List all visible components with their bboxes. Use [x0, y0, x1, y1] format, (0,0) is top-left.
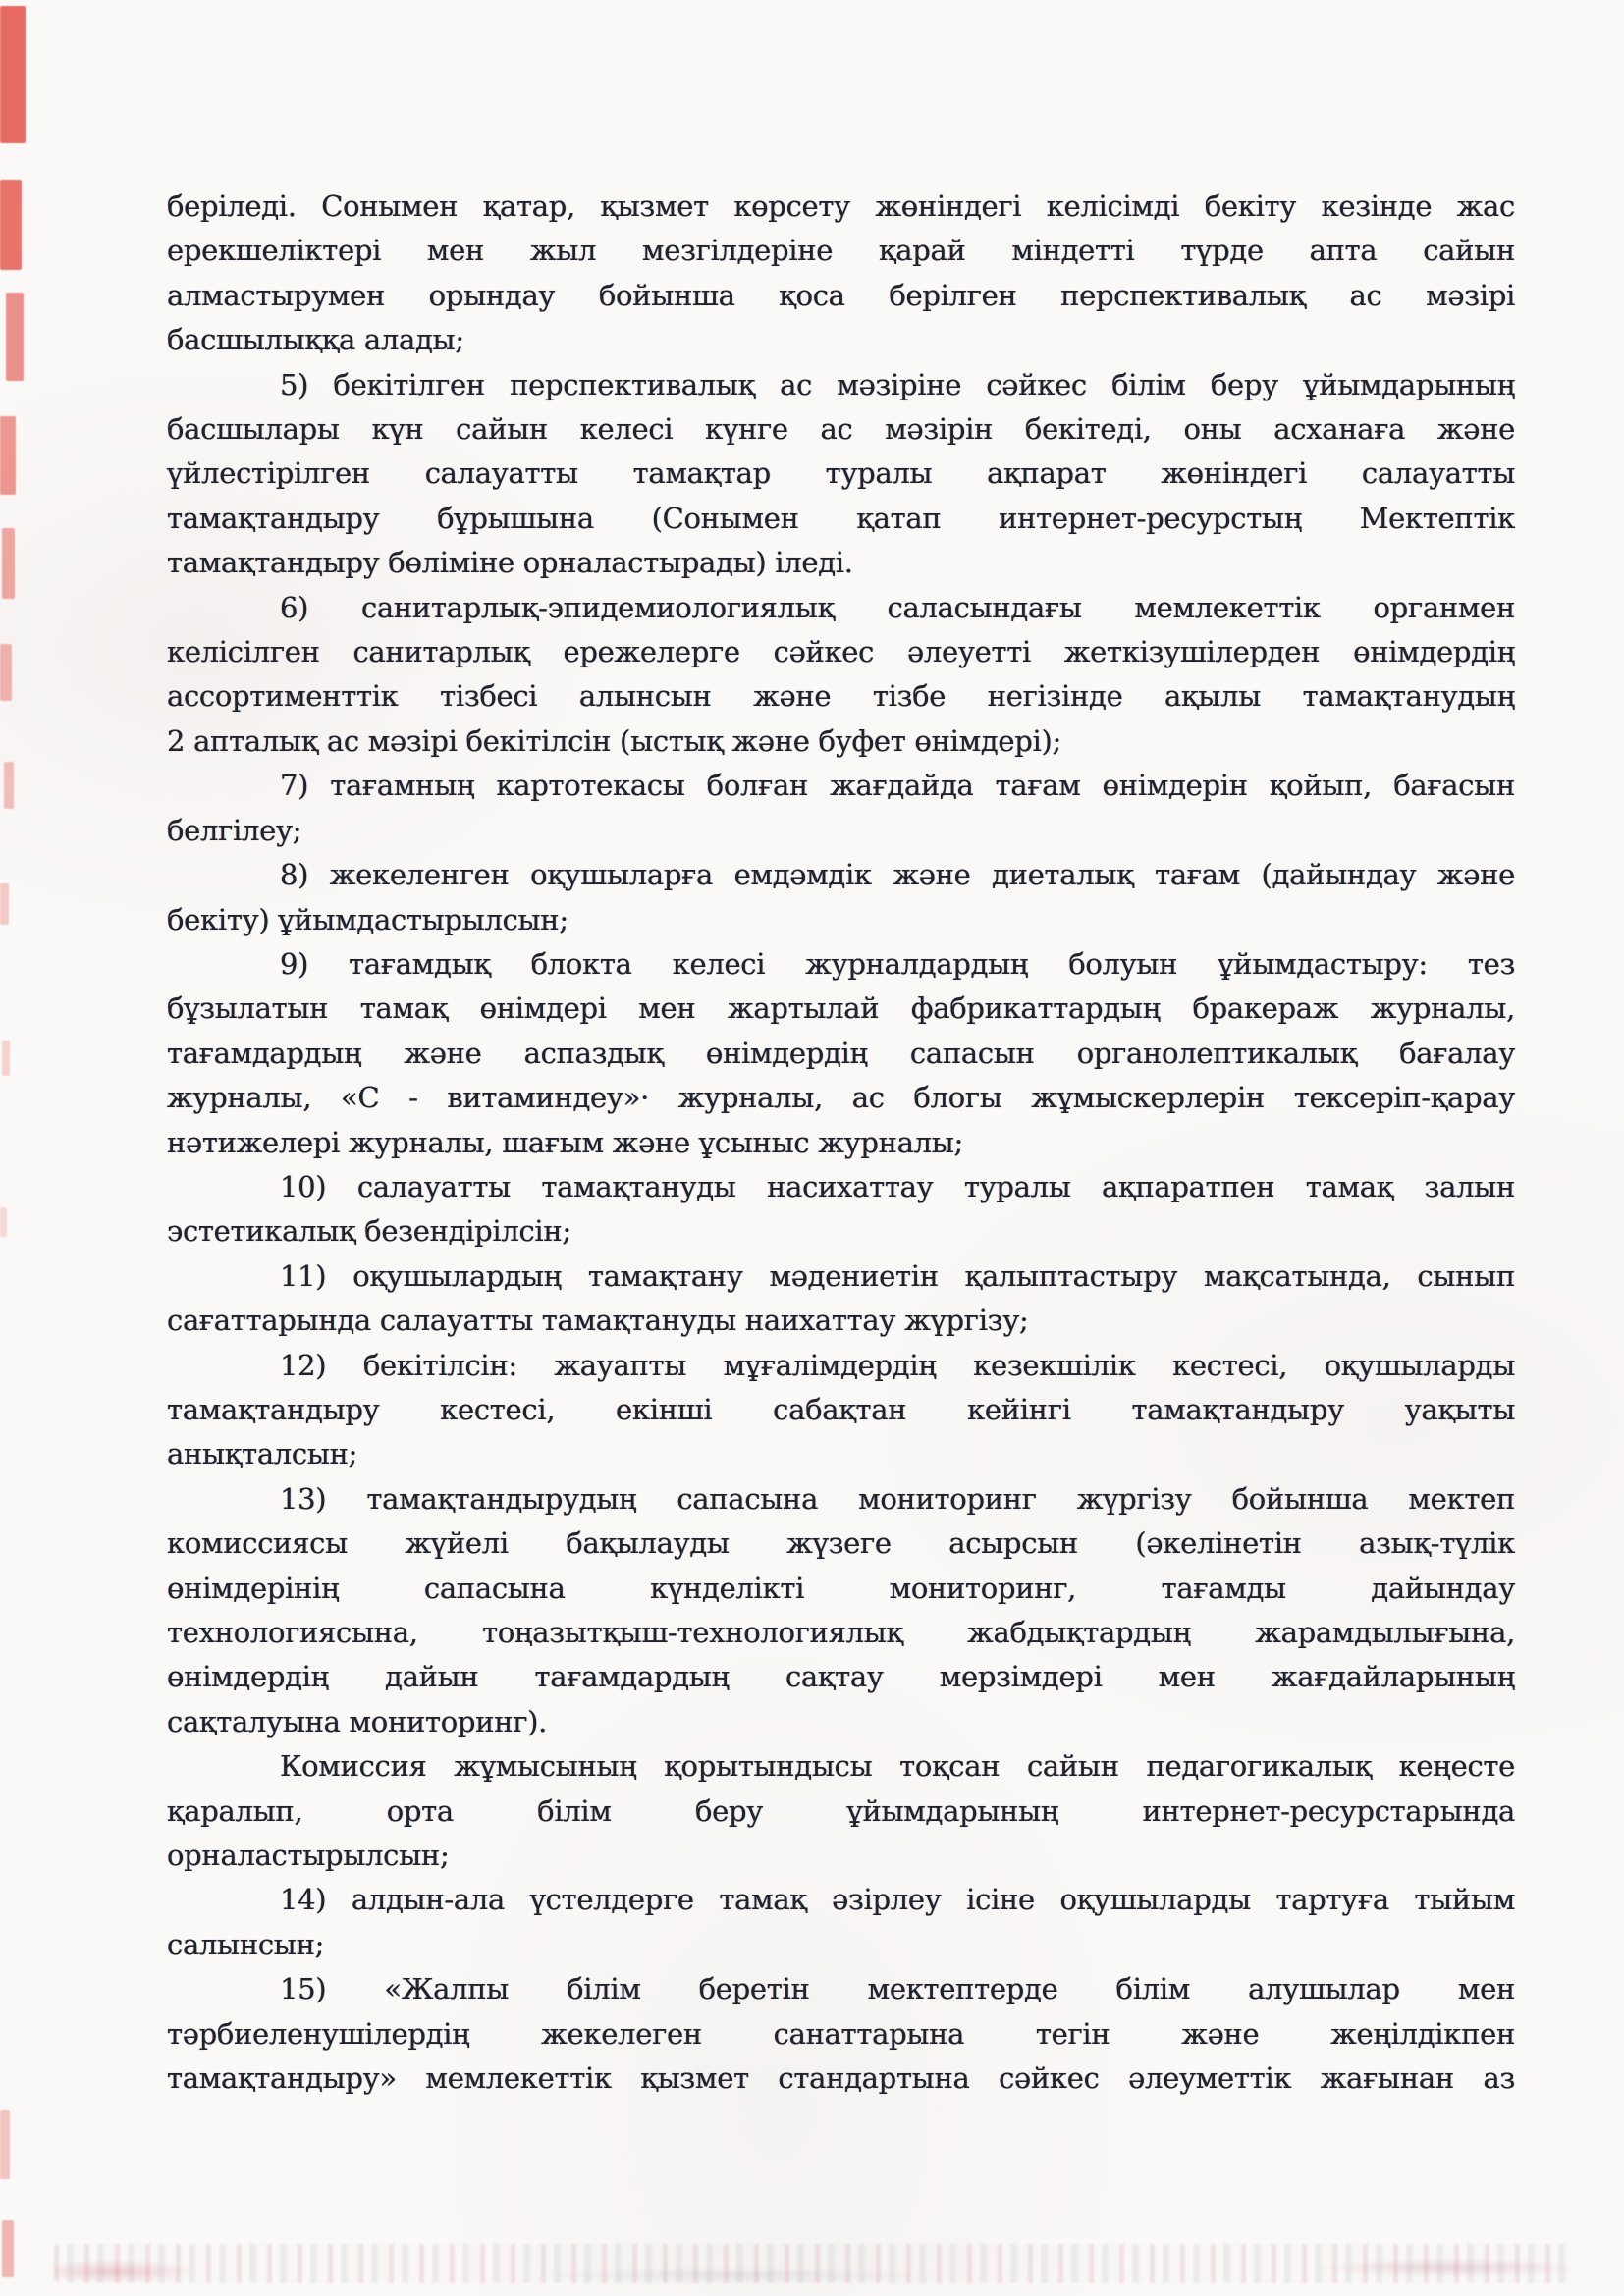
paragraph: [167, 185, 1515, 363]
text-line: 13) тамақтандырудың сапасына мониторинг жүргізу бойынша мектеп: [280, 1481, 1515, 1516]
text-line: 7) тағамның картотекасы болған жағдайда тағам өнімдерін қойып, бағасын: [280, 769, 1515, 803]
text-line: тамақтандыру» мемлекеттік қызмет стандартына сәйкес әлеуметтік жағынан аз: [167, 2061, 1515, 2096]
paragraph: [167, 1878, 1515, 1967]
red-scan-mark: [0, 416, 16, 495]
text-line: 14) алдын-ала үстелдерге тамақ әзірлеу ісіне оқушыларды тартуға тыйым: [280, 1883, 1515, 1917]
text-line: бекіту) ұйымдастырылсын;: [167, 902, 568, 936]
red-scan-mark: [2, 2220, 14, 2277]
text-line: журналы, «С - витаминдеу»· журналы, ас блогы жұмыскерлерін тексеріп-қарау: [167, 1081, 1515, 1115]
paragraph: [167, 853, 1515, 942]
text-line: өнімдерінің сапасына күнделікті мониторинг, тағамды дайындау: [167, 1571, 1515, 1605]
text-line: тамақтандыру бұрышына (Сонымен қатап интернет-ресурстың Мектептік: [167, 501, 1515, 535]
paragraph: [167, 942, 1515, 1165]
text-line: Комиссия жұмысының қорытындысы тоқсан сайын педагогикалық кеңесте: [280, 1749, 1515, 1784]
text-line: 9) тағамдық блокта келесі журналдардың болуын ұйымдастыру: тез: [280, 946, 1515, 981]
text-line: ерекшеліктері мен жыл мезгілдеріне қарай міндетті түрде апта сайын: [167, 234, 1515, 268]
red-scan-mark: [0, 883, 9, 925]
text-line: беріледі. Сонымен қатар, қызмет көрсету жөніндегі келісімді бекіту кезінде жас: [167, 189, 1515, 223]
red-scan-mark: [0, 644, 12, 701]
text-line: 8) жекеленген оқушыларға емдәмдік және диеталық тағам (дайындау және: [280, 858, 1515, 892]
text-line: 5) бекітілген перспективалық ас мәзіріне сәйкес білім беру ұйымдарының: [280, 367, 1515, 401]
text-line: сақталуына мониторинг).: [167, 1704, 548, 1738]
bottom-scan-noise-strip: [54, 2244, 1571, 2283]
text-line: анықталсын;: [167, 1437, 358, 1471]
text-line: тәрбиеленушілердің жекелеген санаттарына тегін және жеңілдікпен: [167, 2016, 1515, 2051]
text-line: басшылыққа алады;: [167, 323, 464, 357]
text-line: салынсын;: [167, 1927, 325, 1961]
text-line: комиссиясы жүйелі бақылауды жүзеге асырсын (әкелінетін азық-түлік: [167, 1526, 1515, 1561]
red-scan-mark: [0, 2110, 10, 2179]
paragraph: [167, 1967, 1515, 2101]
paragraph: [167, 764, 1515, 853]
text-line: өнімдердің дайын тағамдардың сақтау мерзімдері мен жағдайларының: [167, 1660, 1515, 1694]
text-block: [167, 185, 1515, 2101]
text-line: 12) бекітілсін: жауапты мұғалімдердің кезекшілік кестесі, оқушыларды: [280, 1348, 1515, 1382]
text-line: 2 апталық ас мәзірі бекітілсін (ыстық және буфет өнімдері);: [167, 723, 1061, 758]
paragraph: [167, 1255, 1515, 1344]
red-scan-mark: [0, 6, 26, 143]
text-line: сағаттарында салауатты тамақтануды наихаттау жүргізу;: [167, 1304, 1029, 1338]
paragraph: [167, 1744, 1515, 1878]
paragraph: [167, 1165, 1515, 1255]
text-line: орналастырылсын;: [167, 1839, 450, 1873]
text-line: белгілеу;: [167, 813, 302, 847]
text-line: ассортименттік тізбесі алынсын және тізбе негізінде ақылы тамақтанудың: [167, 679, 1515, 714]
paragraph: [167, 1344, 1515, 1477]
paragraph: [167, 586, 1515, 765]
red-scan-mark: [2, 1041, 10, 1076]
text-line: 6) санитарлық-эпидемиологиялық саласындағы мемлекеттік органмен: [280, 590, 1515, 624]
red-scan-mark: [0, 1207, 7, 1237]
text-line: келісілген санитарлық ережелерге сәйкес әлеуетті жеткізушілерден өнімдердің: [167, 635, 1515, 669]
text-line: 11) оқушылардың тамақтану мәдениетін қалыптастыру мақсатында, сынып: [280, 1258, 1515, 1293]
text-line: бұзылатын тамақ өнімдері мен жартылай фабрикаттардың бракераж журналы,: [167, 991, 1515, 1026]
text-line: басшылары күн сайын келесі күнге ас мәзірін бекітеді, оны асханаға және: [167, 412, 1515, 447]
text-line: үйлестірілген салауатты тамақтар туралы ақпарат жөніндегі салауатты: [167, 456, 1515, 491]
paragraph: [167, 1477, 1515, 1744]
paragraph: [167, 363, 1515, 586]
red-scan-mark: [4, 762, 14, 809]
text-line: қаралып, орта білім беру ұйымдарының интернет-ресурстарында: [167, 1793, 1515, 1828]
text-line: нәтижелері журналы, шағым және ұсыныс журналы;: [167, 1125, 964, 1159]
text-line: тамақтандыру кестесі, екінші сабақтан кейінгі тамақтандыру уақыты: [167, 1392, 1515, 1426]
text-line: тамақтандыру бөліміне орналастырады) іледі.: [167, 546, 853, 580]
text-line: тағамдардың және аспаздық өнімдердің сапасын органолептикалық бағалау: [167, 1036, 1515, 1070]
text-line: эстетикалық безендірілсін;: [167, 1214, 571, 1249]
text-line: технологиясына, тоңазытқыш-технологиялық жабдықтардың жарамдылығына,: [167, 1616, 1515, 1649]
red-scan-mark: [2, 528, 15, 599]
text-line: алмастырумен орындау бойынша қоса берілген перспективалық ас мәзірі: [167, 278, 1515, 312]
text-line: 10) салауатты тамақтануды насихаттау туралы ақпаратпен тамақ залын: [280, 1169, 1515, 1203]
text-line: 15) «Жалпы білім беретін мектептерде білім алушылар мен: [280, 1972, 1515, 2006]
red-scan-mark: [0, 180, 22, 270]
red-scan-mark: [6, 293, 24, 381]
